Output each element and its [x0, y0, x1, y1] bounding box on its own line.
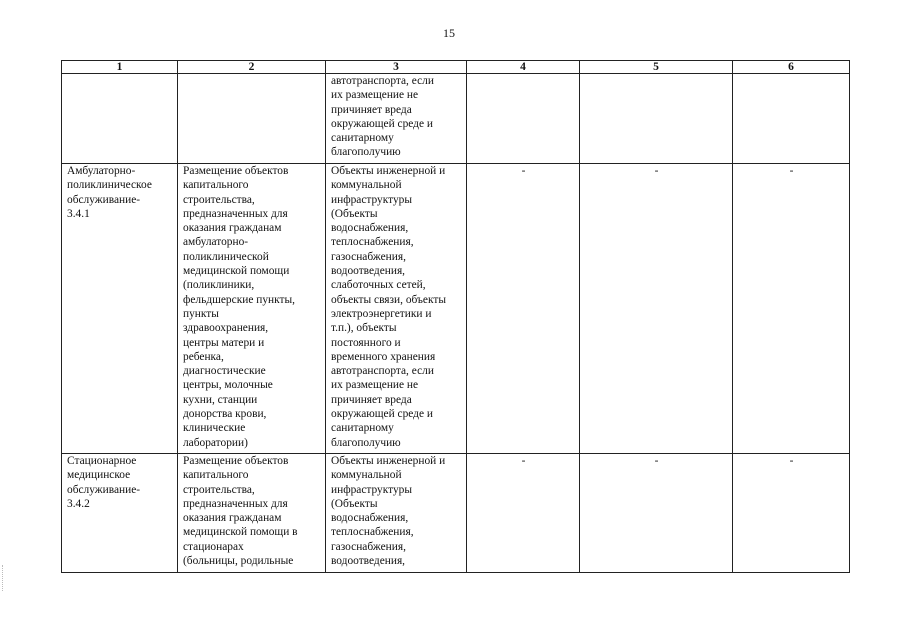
table-row [62, 454, 850, 573]
cell-col5 [580, 74, 733, 164]
cell-description: Размещение объектов капитального строительства, предназначенных для оказания гражданам медицинской помощи в стационарах (больницы, родильные [178, 454, 326, 573]
land-use-table [61, 60, 850, 573]
column-header-1: 1 [62, 61, 178, 74]
cell-col6: - [733, 454, 850, 573]
cell-col6: - [733, 164, 850, 454]
column-header-6: 6 [733, 61, 850, 74]
cell-col5: - [580, 164, 733, 454]
cell-col4 [467, 74, 580, 164]
cell-auxiliary-objects: Объекты инженерной и коммунальной инфраструктуры (Объекты водоснабжения, теплоснабжения, газоснабжения, водоотведения, слаботочных сетей, объекты связи, объекты электроэнергетики и т.п.), объекты постоянного и временного хранения автотранспорта, если их размещение не причиняет вреда окружающей среде и санитарному благополучию [326, 164, 467, 454]
cell-col5: - [580, 454, 733, 573]
cell-use-type: Амбулаторно- поликлиническое обслуживание- 3.4.1 [62, 164, 178, 454]
cell-description [178, 74, 326, 164]
cell-col6 [733, 74, 850, 164]
cell-auxiliary-objects: автотранспорта, если их размещение не причиняет вреда окружающей среде и санитарному благополучию [326, 74, 467, 164]
table-row [62, 164, 850, 454]
column-header-3: 3 [326, 61, 467, 74]
cell-description: Размещение объектов капитального строительства, предназначенных для оказания гражданам амбулаторно- поликлинической медицинской помощи (поликлиники, фельдшерские пункты, пункты здравоохранения, центры матери и ребенка, диагностические центры, молочные кухни, станции донорства крови, клинические лаборатории) [178, 164, 326, 454]
cell-use-type: Стационарное медицинское обслуживание- 3.4.2 [62, 454, 178, 573]
table-row [62, 74, 850, 164]
cell-use-type [62, 74, 178, 164]
table-header-row [62, 61, 850, 74]
column-header-2: 2 [178, 61, 326, 74]
column-header-4: 4 [467, 61, 580, 74]
column-header-5: 5 [580, 61, 733, 74]
cell-col4: - [467, 164, 580, 454]
page-number: 15 [443, 26, 455, 40]
cell-auxiliary-objects: Объекты инженерной и коммунальной инфраструктуры (Объекты водоснабжения, теплоснабжения, газоснабжения, водоотведения, [326, 454, 467, 573]
cell-col4: - [467, 454, 580, 573]
scan-margin-mark [2, 565, 7, 591]
